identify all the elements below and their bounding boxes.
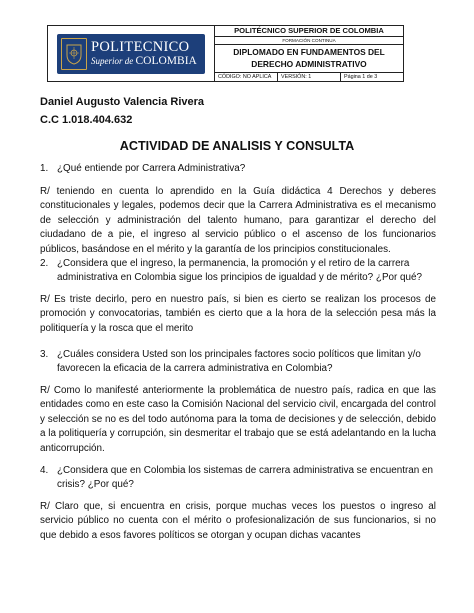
header-info bbox=[215, 26, 403, 81]
answer-3: R/ Como lo manifesté anteriormente la problemática de nuestro país, radica en que las entidades como en este caso la Comisión Nacional del servicio civil, encargada del control y selección se no es del todo autónoma para la toma de decisiones y de selección, debido a la politiquería y corrupción, sin desmeritar el trabajo que se está adelantando en la lucha anticorrupción. bbox=[40, 385, 436, 454]
answer-4: R/ Claro que, si encuentra en crisis, porque muchas veces los puestos o ingreso al servicio público no cuenta con el mérito o profesionalización de sus funcionarios, si no que debido a esos favores políticos se otorgan y ocupan dichas vacantes bbox=[40, 501, 436, 541]
answer-2: R/ Es triste decirlo, pero en nuestro país, si bien es cierto se realizan los procesos de promoción y convocatorias, también es cierto que a la hora de la selección pesa más la politiquería y la rosca que el merito bbox=[40, 294, 436, 334]
logo-line1: POLITECNICO bbox=[91, 38, 190, 55]
institution-name: POLITÉCNICO SUPERIOR DE COLOMBIA bbox=[215, 26, 403, 37]
page-title: ACTIVIDAD DE ANALISIS Y CONSULTA bbox=[119, 139, 355, 153]
question-2: 2. ¿Considera que el ingreso, la permanencia, la promoción y el retiro de la carrera administrativa en Colombia sigue los principios de igualdad y de mérito? ¿Por qué? bbox=[40, 258, 423, 284]
author-name: Daniel Augusto Valencia Rivera bbox=[40, 96, 205, 108]
header-meta bbox=[215, 73, 403, 81]
logo-line2: Superior de COLOMBIA bbox=[91, 55, 197, 67]
version-label: VERSIÓN: 1 bbox=[278, 73, 341, 81]
program-name: DIPLOMADO EN FUNDAMENTOS DEL DERECHO ADMINISTRATIVO bbox=[215, 45, 403, 73]
answer-1: R/ teniendo en cuenta lo aprendido en la Guía didáctica 4 Derechos y deberes constitucionales y legales, podemos decir que la Carrera Administrativa es el mecanismo de selección y administración del talento humano, para garantizar el derecho del ciudadano de a pie, el ingreso al servicio público o el ascenso de los funcionarios públicos, basándose en el mérito y la garantía de los principios constitucionales. bbox=[40, 186, 436, 255]
document-header bbox=[47, 25, 404, 82]
unit-name: FORMACIÓN CONTINUA bbox=[215, 37, 403, 45]
question-3: 3. ¿Cuáles considera Usted son los principales factores socio políticos que limitan y/o favorecen la eficacia de la carrera administrativa en Colombia? bbox=[40, 349, 421, 375]
author-block bbox=[40, 95, 204, 127]
page-number: Página 1 de 3 bbox=[344, 74, 378, 80]
institution-logo bbox=[57, 34, 205, 74]
crest-icon bbox=[61, 38, 87, 70]
logo-cell bbox=[48, 26, 215, 81]
author-id: C.C 1.018.404.632 bbox=[40, 114, 133, 126]
code-label: CÓDIGO: NO APLICA bbox=[215, 73, 278, 81]
question-4: 4. ¿Considera que en Colombia los sistemas de carrera administrativa se encuentran en crisis? ¿Por qué? bbox=[40, 465, 433, 491]
question-1: 1. ¿Qué entiende por Carrera Administrativa? bbox=[40, 163, 246, 174]
